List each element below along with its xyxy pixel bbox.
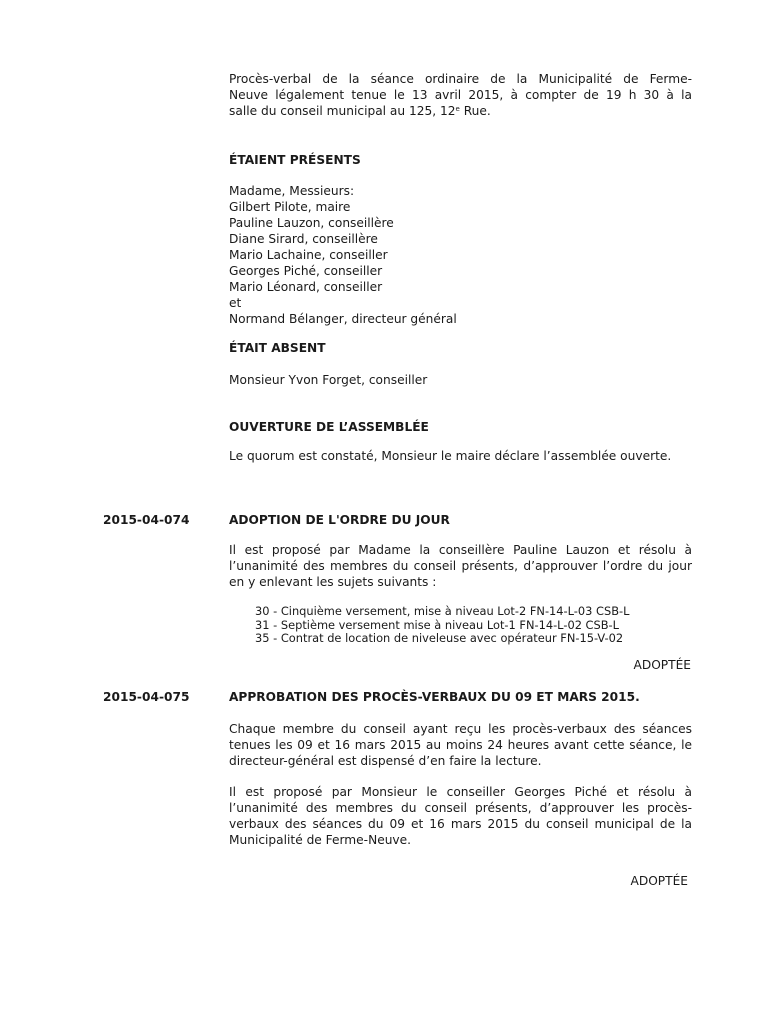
present-member: Diane Sirard, conseillère [229,232,378,246]
resolution-item: 31 - Septième versement mise à niveau Lot-1 FN-14-L-02 CSB-L [255,617,620,632]
present-member: et [229,296,242,310]
resolution-item: 30 - Cinquième versement, mise à niveau Lot-2 FN-14-L-03 CSB-L [255,604,630,618]
adopted-status: ADOPTÉE [630,874,688,888]
absent-heading: ÉTAIT ABSENT [229,341,326,355]
present-heading: ÉTAIENT PRÉSENTS [229,153,361,167]
absent-list [229,372,692,388]
resolution-title: APPROBATION DES PROCÈS-VERBAUX DU 09 ET MARS 2015. [229,690,640,704]
intro-line-last [229,103,692,119]
resolution-paragraph: Il est proposé par Madame la conseillère Pauline Lauzon et résolu à l’unanimité des membres du conseil présents, d’approuver l’ordre du jour en y enlevant les sujets suivants : [229,543,692,589]
intro-last-start: salle du conseil municipal au 125, 12 [229,104,456,118]
present-member: Georges Piché, conseiller [229,264,383,278]
present-member: Normand Bélanger, directeur général [229,312,457,326]
absent-member: Monsieur Yvon Forget, conseiller [229,373,428,387]
resolution-number: 2015-04-075 [103,690,190,704]
intro-paragraph [229,71,692,119]
present-member: Pauline Lauzon, conseillère [229,216,394,230]
intro-last-end: Rue. [459,104,491,118]
present-member: Gilbert Pilote, maire [229,200,351,214]
opening-heading: OUVERTURE DE L’ASSEMBLÉE [229,420,429,434]
present-list [229,183,692,327]
resolution-number: 2015-04-074 [103,513,190,527]
adopted-status: ADOPTÉE [633,658,691,672]
intro-line: Procès-verbal de la séance ordinaire de la Municipalité de Ferme- [229,72,692,86]
present-member: Mario Léonard, conseiller [229,280,383,294]
intro-line: Neuve légalement tenue le 13 avril 2015, à compter de 19 h 30 à la [229,88,692,102]
resolution-item: 35 - Contrat de location de niveleuse avec opérateur FN-15-V-02 [255,631,624,645]
present-member: Mario Lachaine, conseiller [229,248,388,262]
resolution-items [255,605,629,646]
resolution-paragraph: Chaque membre du conseil ayant reçu les procès-verbaux des séances tenues les 09 et 16 mars 2015 au moins 24 heures avant cette séance, le directeur-général est dispensé d’en faire la lecture. [229,722,692,768]
resolution-paragraph: Il est proposé par Monsieur le conseiller Georges Piché et résolu à l’unanimité des membres du conseil présents, d’approuver les procès-verbaux des séances du 09 et 16 mars 2015 du conseil municipal de la Municipalité de Ferme-Neuve. [229,785,692,847]
opening-text: Le quorum est constaté, Monsieur le maire déclare l’assemblée ouverte. [229,449,672,463]
resolution-title: ADOPTION DE L'ORDRE DU JOUR [229,513,450,527]
intro-last-sup: e [455,105,460,113]
present-member: Madame, Messieurs: [229,184,355,198]
